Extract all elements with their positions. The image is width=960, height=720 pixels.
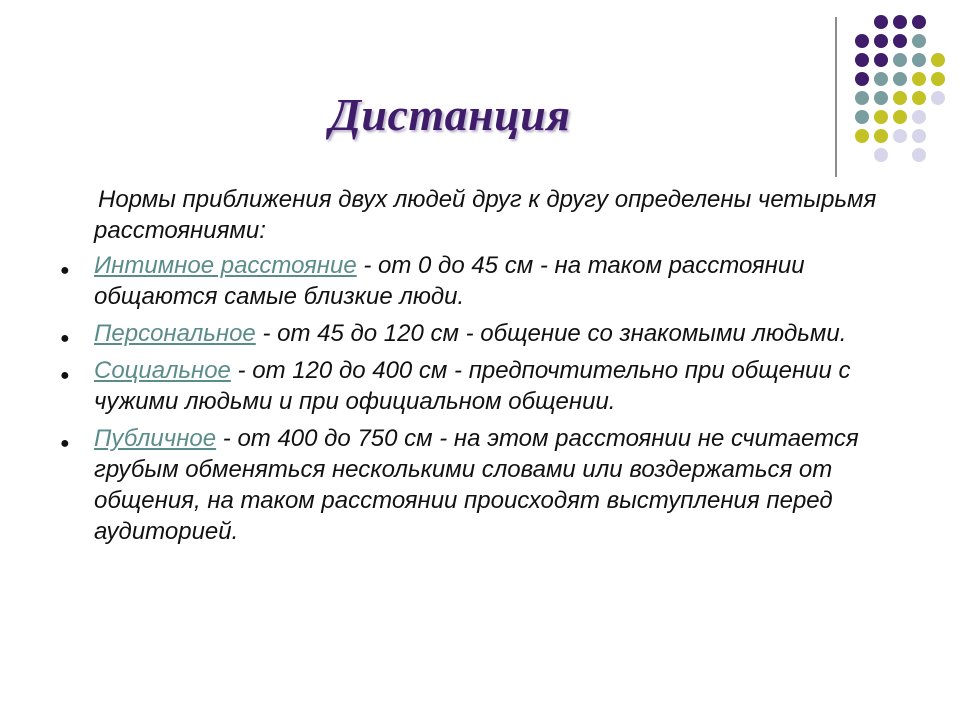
decorative-dot	[931, 91, 945, 105]
intro-paragraph: Нормы приближения двух людей друг к другу определены четырьмя расстояниями:	[94, 186, 877, 244]
decorative-dot	[912, 91, 926, 105]
decorative-dot	[893, 53, 907, 67]
slide-body	[60, 184, 910, 553]
decorative-dot	[874, 53, 888, 67]
item-text: - от 45 до 120 см - общение со знакомыми людьми.	[255, 320, 847, 347]
decorative-dot	[874, 15, 888, 29]
bullet-icon: ●	[60, 367, 70, 384]
list-item-social	[60, 355, 910, 417]
decorative-dot	[912, 53, 926, 67]
decorative-dot	[931, 72, 945, 86]
decorative-dot	[855, 34, 869, 48]
link-social[interactable]: Социальное	[94, 357, 231, 384]
decorative-dot	[893, 15, 907, 29]
decorative-dot	[874, 72, 888, 86]
decorative-dot	[855, 53, 869, 67]
decorative-dot	[912, 148, 926, 162]
slide-title: Дистанция	[329, 89, 571, 140]
decorative-dot	[912, 129, 926, 143]
decorative-dot	[931, 53, 945, 67]
decorative-dot	[855, 72, 869, 86]
bullet-icon: ●	[60, 435, 70, 452]
link-personal[interactable]: Персональное	[94, 320, 256, 347]
bullet-icon: ●	[60, 262, 70, 279]
decorative-dot	[912, 15, 926, 29]
decorative-dot	[912, 34, 926, 48]
distance-list	[60, 250, 910, 547]
item-text: - от 120 до 400 см - предпочтительно при общении с чужими людьми и при официальном общении.	[94, 357, 851, 415]
item-text: - от 400 до 750 см - на этом расстоянии не считается грубым обменяться несколькими словами или воздержаться от общения, на таком расстоянии происходят выступления перед аудиторией.	[94, 425, 859, 545]
decorative-dot	[893, 34, 907, 48]
link-intimate[interactable]: Интимное расстояние	[94, 252, 357, 279]
decorative-dot	[874, 148, 888, 162]
item-text: - от 0 до 45 см - на таком расстоянии общаются самые близкие люди.	[94, 252, 805, 310]
decorative-dot	[874, 34, 888, 48]
decorative-dot	[912, 72, 926, 86]
decorative-dot	[912, 110, 926, 124]
decorative-dot	[893, 72, 907, 86]
list-item-personal	[60, 318, 910, 349]
link-public[interactable]: Публичное	[94, 425, 217, 452]
list-item-public	[60, 423, 910, 547]
bullet-icon: ●	[60, 330, 70, 347]
list-item-intimate	[60, 250, 910, 312]
